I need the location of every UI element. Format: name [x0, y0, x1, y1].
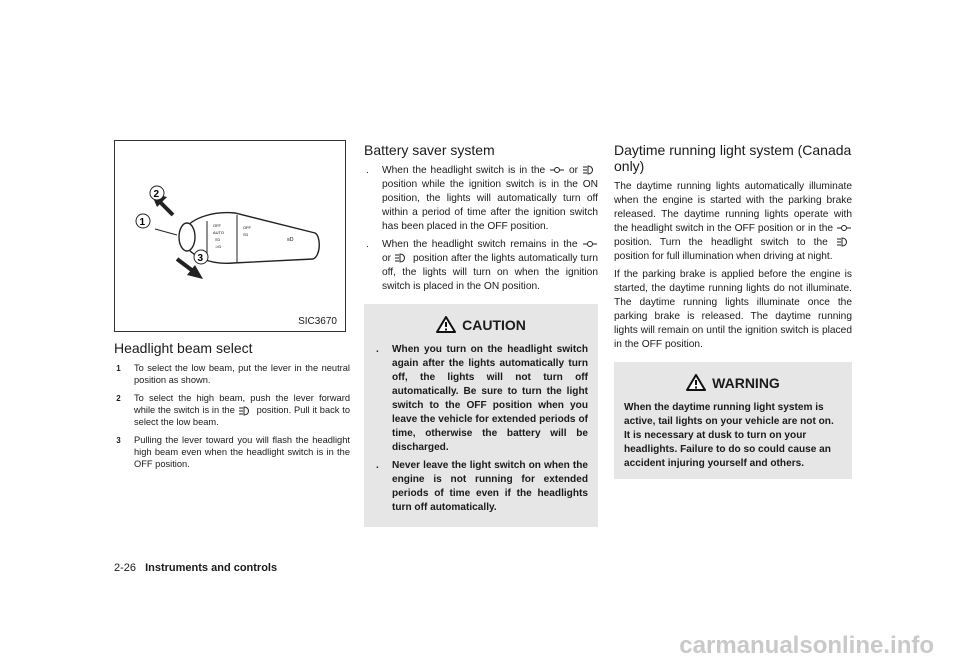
- step-number-3: 3: [116, 436, 121, 445]
- column-daytime-running-lights: [614, 142, 852, 479]
- page-footer: [114, 562, 277, 574]
- headlight-lever-drawing: [115, 141, 345, 331]
- svg-text:1: 1: [139, 217, 146, 228]
- watermark: carmanualsonline.info: [679, 632, 934, 659]
- parking-light-icon: [582, 239, 598, 249]
- svg-text:≡D: ≡D: [215, 237, 221, 242]
- caution-box: [364, 304, 598, 527]
- page-number: 2-26: [114, 562, 137, 574]
- parking-light-icon: [836, 223, 852, 233]
- svg-text:2: 2: [153, 189, 160, 200]
- svg-text:AUTO: AUTO: [213, 230, 225, 235]
- svg-text:≡D: ≡D: [287, 237, 294, 243]
- warning-box: [614, 362, 852, 479]
- list-item: . Never leave the light switch on when the engine is not running for extended periods of time even if the headlights turn off automatically.: [376, 460, 588, 513]
- section-heading-beam-select: Headlight beam select: [114, 340, 253, 356]
- svg-text:OFF: OFF: [213, 223, 221, 228]
- column-battery-saver: [364, 142, 598, 527]
- step-number-1: 1: [116, 364, 121, 373]
- callout-1: [136, 214, 150, 228]
- section-title: Instruments and controls: [145, 562, 278, 574]
- headlight-icon: [582, 165, 598, 175]
- parking-light-icon: [549, 165, 565, 175]
- headlight-icon: [238, 406, 254, 416]
- list-item: . When the headlight switch remains in the or position after the lights automatically turn off, the lights will turn on when the ignition switch is placed in the ON position.: [366, 239, 598, 292]
- warning-text: When the daytime running light system is active, tail lights on your vehicle are not on. It is necessary at dusk to turn on your headlights. Failure to do so could cause an accident injuring yourself and others.: [624, 402, 834, 469]
- list-item: . When the headlight switch is in the or position while the ignition switch is in the ON position, the lights will automatically turn off within a period of time after the ignition switch has been placed in the OFF position.: [366, 165, 598, 232]
- callout-3: [194, 250, 208, 264]
- callout-2: [150, 186, 164, 200]
- svg-text:OFF: OFF: [243, 225, 251, 230]
- paragraph: The daytime running lights automatically illuminate when the engine is started with the parking brake released. The daytime running lights operate with the headlight switch in the OFF position or in the position. Turn the headlight switch to the position for full illumination when driving at night.: [614, 181, 852, 262]
- warning-heading: WARNING: [624, 374, 842, 391]
- list-item: . When you turn on the headlight switch again after the lights automatically turn off, the lights will not turn off automatically. Be sure to turn the light switch to the OFF position when you leave the vehicle for extended periods of time, otherwise the battery will be discharged.: [376, 344, 588, 453]
- svg-text:3: 3: [197, 253, 204, 264]
- svg-text:≡D: ≡D: [243, 232, 249, 237]
- step-number-2: 2: [116, 394, 121, 403]
- step-2: 2 To select the high beam, push the lever forward while the switch is in the position. Pull it back to select the low beam.: [114, 392, 350, 428]
- column-headlight-beam-select: [114, 340, 350, 476]
- caution-heading: CAUTION: [374, 316, 588, 333]
- figure-id: SIC3670: [298, 316, 337, 327]
- headlight-icon: [394, 253, 410, 263]
- warning-triangle-icon: [686, 374, 706, 391]
- step-1: 1 To select the low beam, put the lever in the neutral position as shown.: [114, 362, 350, 386]
- warning-triangle-icon: [436, 316, 456, 333]
- section-heading-drl: Daytime running light system (Canada only): [614, 142, 852, 174]
- headlight-icon: [836, 237, 852, 247]
- lever-illustration: [114, 140, 346, 332]
- section-heading-battery-saver: Battery saver system: [364, 142, 495, 158]
- step-3: 3 Pulling the lever toward you will flash the headlight high beam even when the headlight switch is in the OFF position.: [114, 434, 350, 470]
- svg-text:⊃D: ⊃D: [215, 244, 222, 249]
- paragraph: If the parking brake is applied before the engine is started, the daytime running lights do not illuminate. The daytime running lights illuminate once the parking brake is released. The daytime running lights will remain on until the ignition switch is placed in the OFF position.: [614, 269, 852, 350]
